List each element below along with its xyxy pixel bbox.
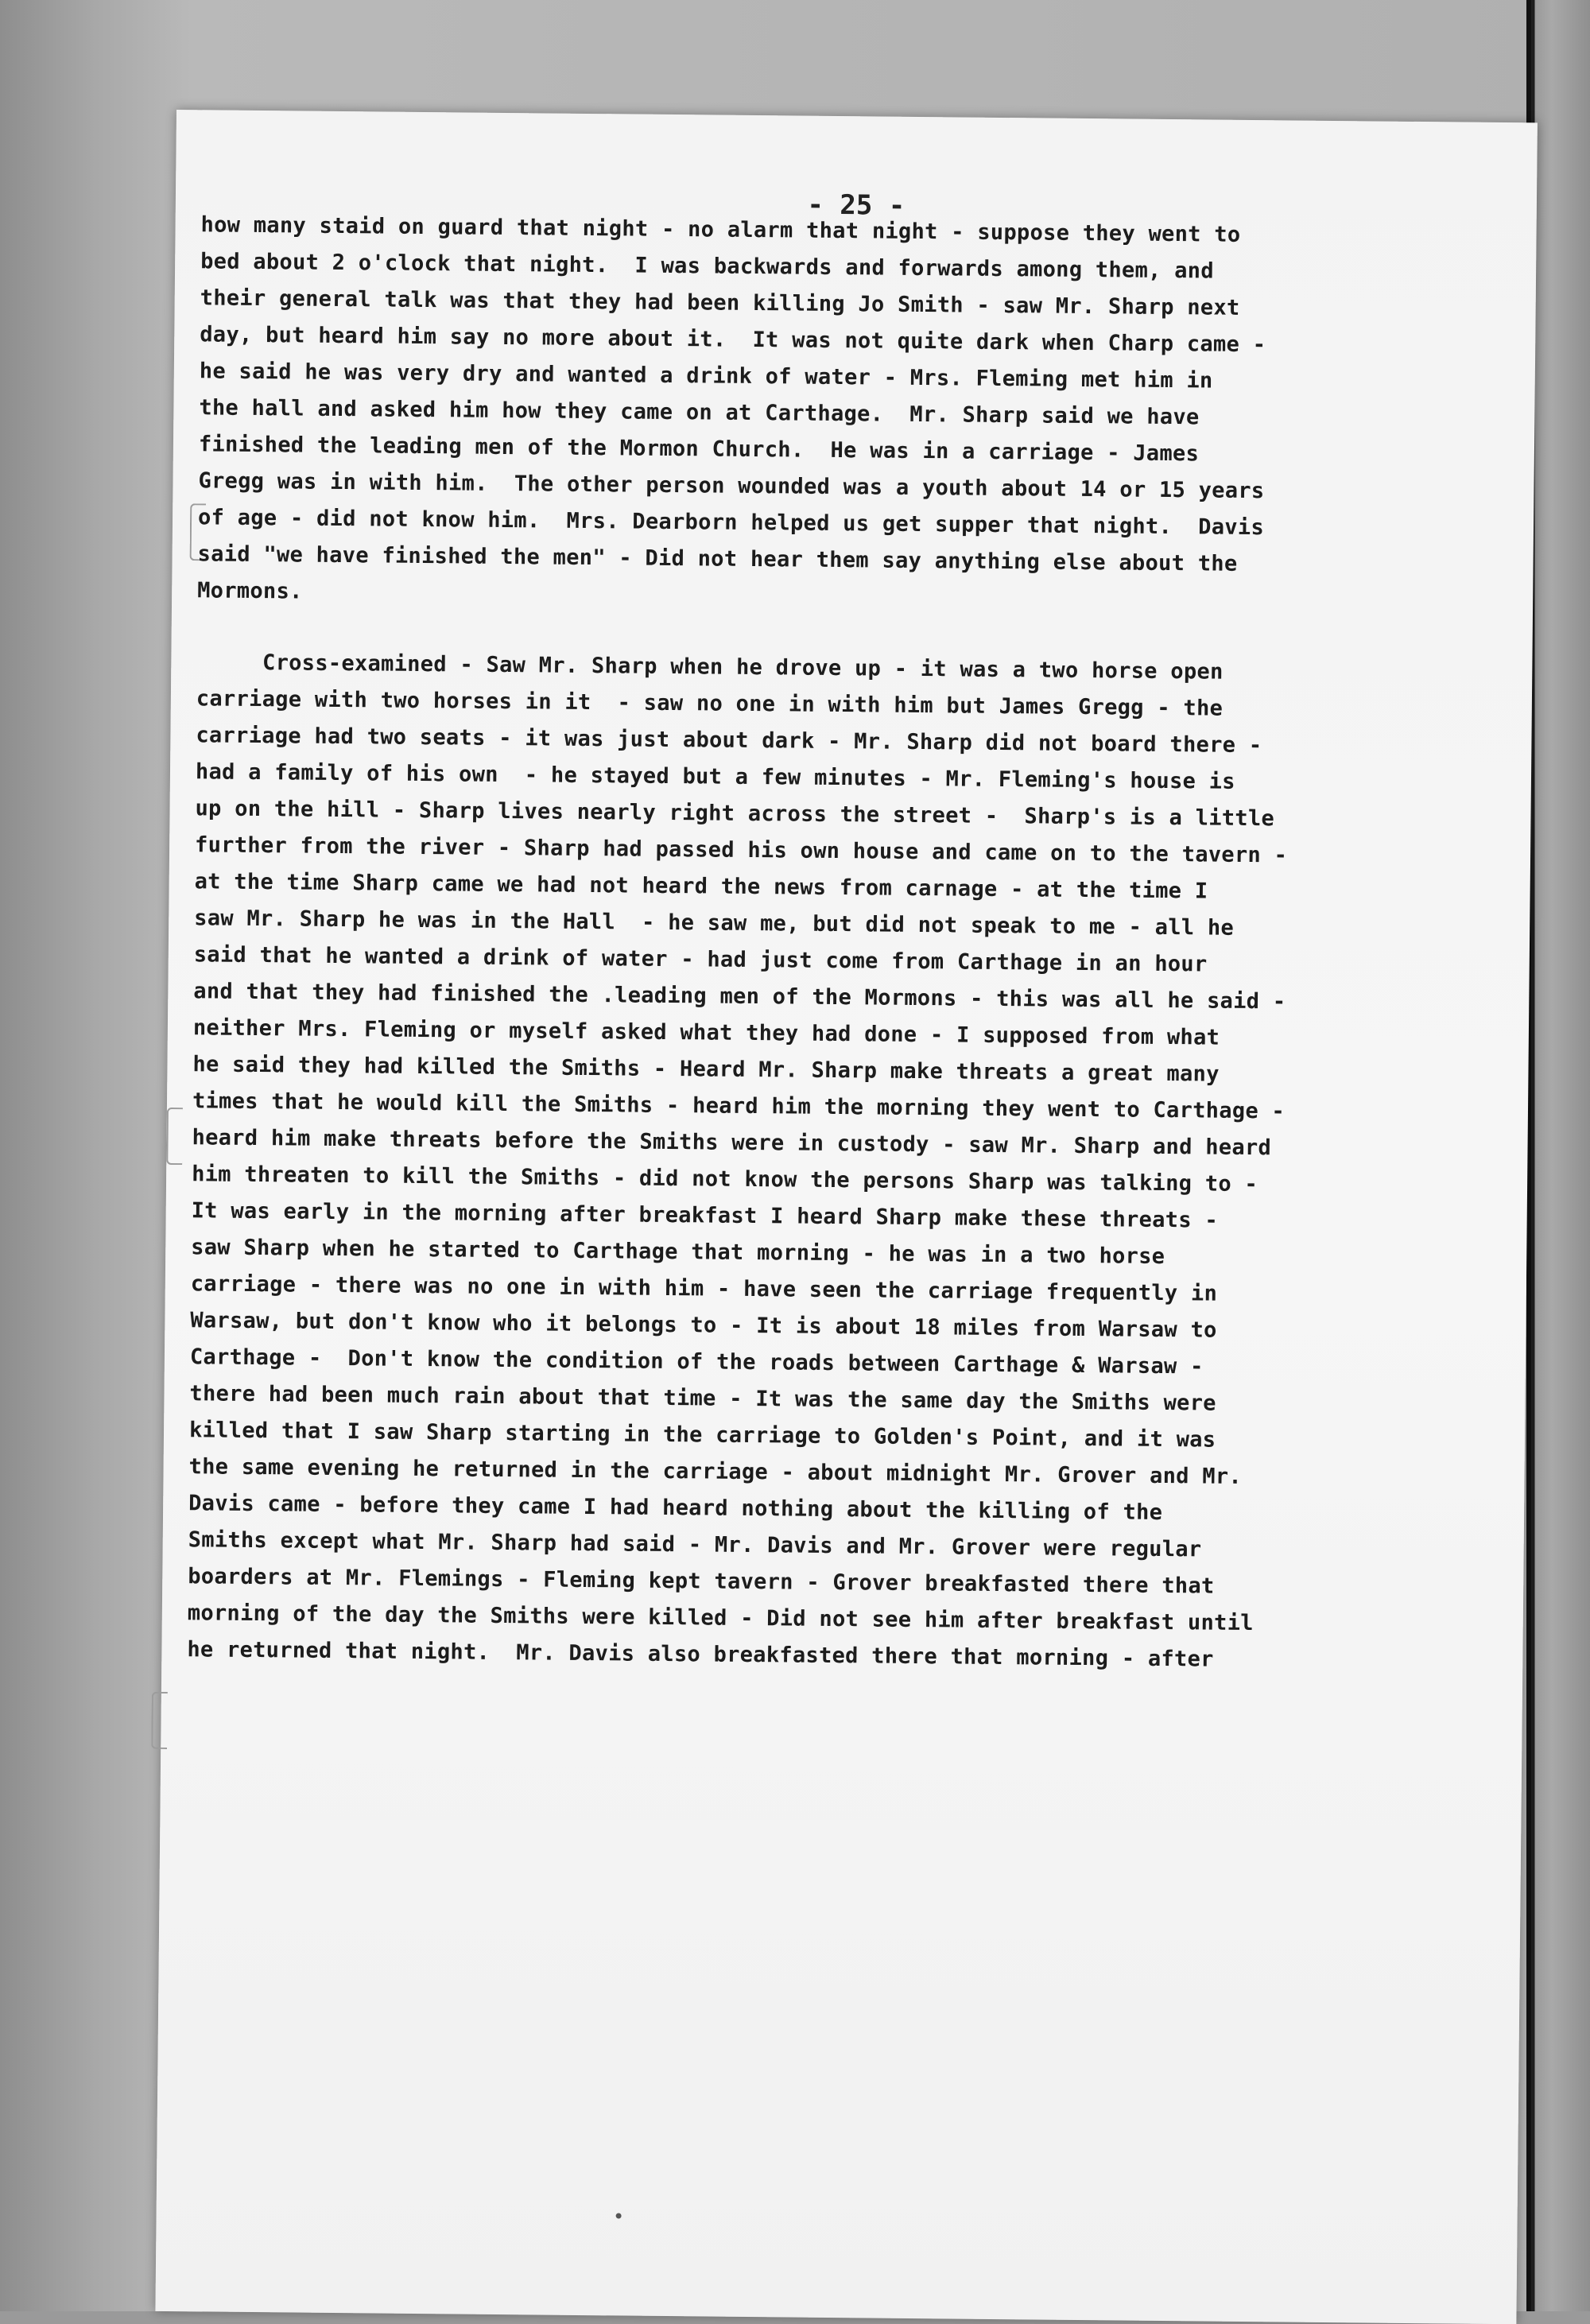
text-line: had a family of his own - he stayed but a few minutes - Mr. Fleming's house is — [195, 759, 1235, 794]
body-text — [155, 110, 1538, 2324]
text-line: the same evening he returned in the carriage - about midnight Mr. Grover and Mr. — [188, 1454, 1243, 1489]
text-line: killed that I saw Sharp starting in the carriage to Golden's Point, and it was — [188, 1418, 1216, 1453]
text-line: there had been much rain about that time - It was the same day the Smiths were — [189, 1381, 1216, 1416]
text-line: of age - did not know him. Mrs. Dearborn helped us get supper that night. Davis — [197, 505, 1265, 541]
text-line: neither Mrs. Fleming or myself asked what they had done - I supposed from what — [192, 1015, 1220, 1050]
text-line: up on the hill - Sharp lives nearly right across the street - Sharp's is a little — [195, 796, 1275, 832]
text-line: him threaten to kill the Smiths - did not know the persons Sharp was talking to - — [192, 1162, 1258, 1197]
text-line: saw Sharp when he started to Carthage that morning - he was in a two horse — [191, 1235, 1165, 1270]
text-line: their general talk was that they had been killing Jo Smith - saw Mr. Sharp next — [200, 285, 1240, 320]
text-line: saw Mr. Sharp he was in the Hall - he saw me, but did not speak to me - all he — [194, 906, 1235, 941]
text-line: heard him make threats before the Smiths were in custody - saw Mr. Sharp and heard — [192, 1125, 1272, 1161]
text-line: and that they had finished the .leading men of the Mormons - this was all he said - — [193, 979, 1286, 1015]
page-number: - 25 - — [807, 188, 906, 222]
text-line: carriage had two seats - it was just about dark - Mr. Sharp did not board there - — [196, 723, 1262, 759]
text-line: the hall and asked him how they came on at Carthage. Mr. Sharp said we have — [199, 395, 1200, 430]
text-line: Warsaw, but don't know who it belongs to - It is about 18 miles from Warsaw to — [190, 1308, 1217, 1343]
text-line: Gregg was in with him. The other person wounded was a youth about 14 or 15 years — [198, 468, 1265, 504]
text-line: at the time Sharp came we had not heard the news from carnage - at the time I — [194, 869, 1208, 904]
text-line: Smiths except what Mr. Sharp had said - Mr. Davis and Mr. Grover were regular — [188, 1527, 1202, 1562]
text-line: Cross-examined - Saw Mr. Sharp when he drove up - it was a two horse open — [196, 650, 1224, 685]
text-line: how many staid on guard that night - no alarm that night - suppose they went to — [200, 212, 1241, 247]
text-line: day, but heard him say no more about it. It was not quite dark when Charp came - — [200, 322, 1266, 358]
text-line: Mormons. — [197, 578, 303, 604]
text-line: carriage - there was no one in with him - have seen the carriage frequently in — [190, 1271, 1218, 1306]
speck-mark — [616, 2213, 622, 2218]
document-page — [155, 110, 1538, 2324]
text-line: boarders at Mr. Flemings - Fleming kept tavern - Grover breakfasted there that — [188, 1564, 1215, 1599]
text-line: bed about 2 o'clock that night. I was backwards and forwards among them, and — [200, 249, 1215, 284]
text-line: Carthage - Don't know the condition of the roads between Carthage & Warsaw - — [189, 1344, 1204, 1379]
text-line: morning of the day the Smiths were killed - Did not see him after breakfast until — [187, 1600, 1254, 1636]
text-line: carriage with two horses in it - saw no one in with him but James Gregg - the — [196, 686, 1224, 721]
text-line: said "we have finished the men" - Did not hear them say anything else about the — [197, 541, 1238, 576]
text-line: he said they had killed the Smiths - Heard Mr. Sharp make threats a great many — [192, 1052, 1220, 1087]
text-line: further from the river - Sharp had passed his own house and came on to the tavern - — [194, 832, 1288, 868]
text-line: times that he would kill the Smiths - heard him the morning they went to Carthage - — [192, 1088, 1286, 1124]
text-line: said that he wanted a drink of water - had just come from Carthage in an hour — [193, 942, 1208, 977]
adjacent-page-edge — [1528, 0, 1590, 2311]
text-line: finished the leading men of the Mormon Church. He was in a carriage - James — [198, 432, 1200, 467]
text-line: he returned that night. Mr. Davis also breakfasted there that morning - after — [187, 1637, 1214, 1672]
text-line: he said he was very dry and wanted a drink of water - Mrs. Fleming met him in — [199, 359, 1213, 394]
text-line: Davis came - before they came I had heard nothing about the killing of the — [188, 1491, 1163, 1525]
text-line: It was early in the morning after breakfast I heard Sharp make these threats - — [191, 1198, 1219, 1233]
